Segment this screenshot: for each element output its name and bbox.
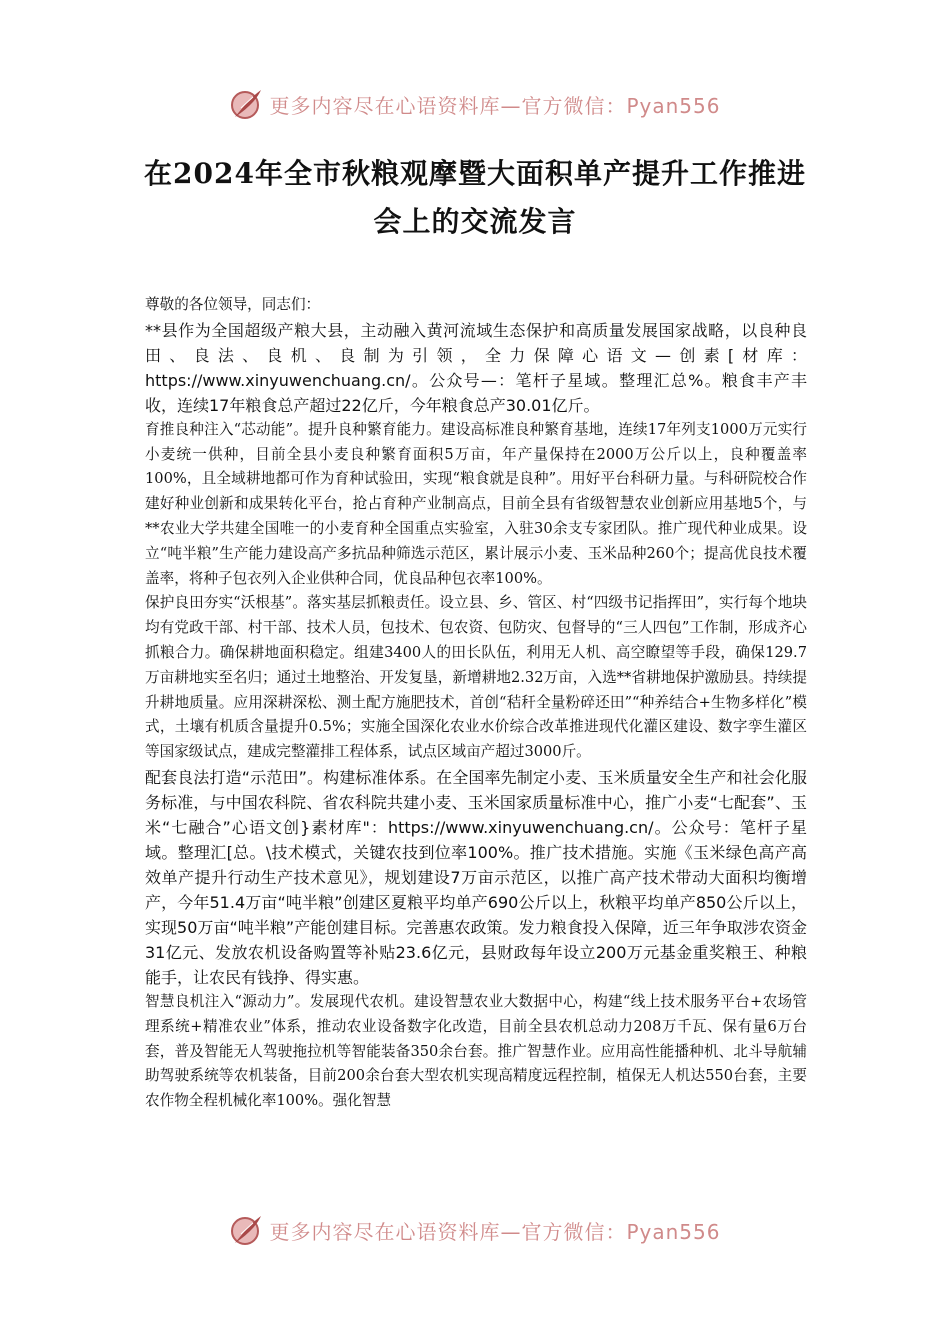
seed-section-paragraph: 育推良种注入“芯动能”。提升良种繁育能力。建设高标准良种繁育基地，连续17年列支1000万元实行小麦统一供种，目前全县小麦良种繁育面积5万亩，年产量保持在2000万公斤以上，良种覆盖率100%，且全域耕地都可作为育种试验田，实现“粮食就是良种”。用好平台科研力量。与科研院校合作建好种业创新和成果转化平台，抢占育种产业制高点，目前全县有省级智慧农业创新应用基地5个，与**农业大学共建全国唯一的小麦育种全国重点实验室，入驻30余支专家团队。推广现代种业成果。设立“吨半粮”生产能力建设高产多抗品种筛选示范区，累计展示小麦、玉米品种260个；提高优良技术覆盖率，将种子包衣列入企业供种合同，优良品种包衣率100%。 bbox=[145, 420, 807, 587]
machinery-section-paragraph: 智慧良机注入“源动力”。发展现代农机。建设智慧农业大数据中心，构建“线上技术服务平台+农场管理系统+精准农业”体系，推动农业设备数字化改造，目前全县农机总动力208万千瓦、保有量6万台套，普及智能无人驾驶拖拉机等智能装备350余台套。推广智慧作业。应用高性能播种机、北斗导航辅助驾驶系统等农机装备，目前200余台套大型农机实现高精度远程控制，植保无人机达550台套，主要农作物全程机械化率100%。强化智慧 bbox=[145, 992, 807, 1110]
watermark-text: 更多内容尽在心语资料库—官方微信：Pyan556 bbox=[269, 1219, 721, 1244]
farmland-section-paragraph: 保护良田夯实“沃根基”。落实基层抓粮责任。设立县、乡、管区、村“四级书记指挥田”，实行每个地块均有党政干部、村干部、技术人员，包技术、包农资、包防灾、包督导的“三人四包”工作制，形成齐心抓粮合力。确保耕地面积稳定。组建3400人的田长队伍，利用无人机、高空瞭望等手段，确保129.7万亩耕地实至名归；通过土地整治、开发复垦，新增耕地2.32万亩，入选**省耕地保护激励县。持续提升耕地质量。应用深耕深松、测土配方施肥技术，首创“秸秆全量粉碎还田”“种养结合+生物多样化”模式，土壤有机质含量提升0.5%；实施全国深化农业水价综合改革推进现代化灌区建设、数字孪生灌区等国家级试点，建成完整灌排工程体系，试点区域亩产超过3000斤。 bbox=[145, 594, 807, 761]
footer-watermark-banner bbox=[0, 1210, 950, 1250]
document-body bbox=[145, 293, 807, 1114]
method-section-paragraph: 配套良法打造“示范田”。构建标准体系。在全国率先制定小麦、玉米质量安全生产和社会化服务标准，与中国农科院、省农科院共建小麦、玉米国家质量标准中心，推广小麦“七配套”、玉米“七融合”心语文创}素材库"：https://www.xinyuwenchuang.cn/。公众号：笔杆子星域。整理汇[总。\技术模式，关键农技到位率100%。推广技术措施。实施《玉米绿色高产高效单产提升行动生产技术意见》，规划建设7万亩示范区，以推广高产技术带动大面积均衡增产，今年51.4万亩“吨半粮”创建区夏粮平均单产690公斤以上，秋粮平均单产850公斤以上，实现50万亩“吨半粮”产能创建目标。完善惠农政策。发力粮食投入保障，近三年争取涉农资金31亿元、发放农机设备购置等补贴23.6亿元，县财政每年设立200万元基金重奖粮王、种粮能手，让农民有钱挣、得实惠。 bbox=[145, 767, 807, 987]
quill-on-circle-logo-icon bbox=[229, 87, 263, 121]
quill-on-circle-logo-icon bbox=[229, 1213, 263, 1247]
page-title: 在2024年全市秋粮观摩暨大面积单产提升工作推进会上的交流发言 bbox=[144, 157, 806, 238]
watermark-text: 更多内容尽在心语资料库—官方微信：Pyan556 bbox=[269, 93, 721, 118]
salutation: 尊敬的各位领导，同志们： bbox=[145, 296, 321, 313]
intro-paragraph: **县作为全国超级产粮大县，主动融入黄河流域生态保护和高质量发展国家战略，以良种良田、良法、良机、良制为引领，全力保障心语文—创素[材库：https://www.xinyuwenchuang.cn/。公众号—：笔杆子星域。整理汇总%。粮食丰产丰收，连续17年粮食总产超过22亿斤，今年粮食总产30.01亿斤。 bbox=[145, 320, 807, 415]
header-watermark-banner bbox=[0, 84, 950, 124]
